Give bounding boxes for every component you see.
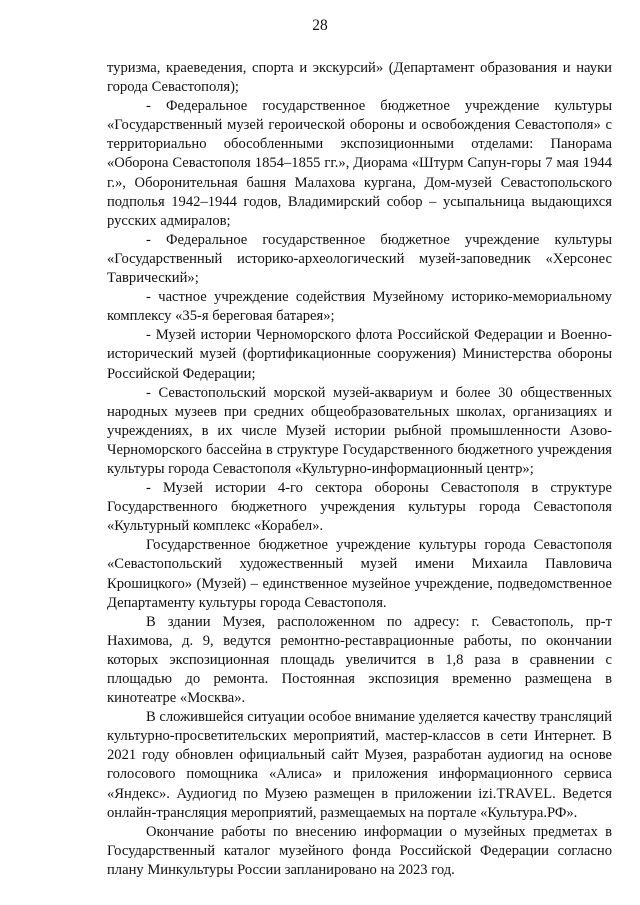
paragraph: - Федеральное государственное бюджетное учреждение культуры «Государственный музей героической обороны и освобождения Севастополя» с территориально обособленными экспозиционными отделами: Панорама «Оборона Севастополя 1854–1855 гг.», Диорама «Штурм Сапун-горы 7 мая 1944 г.», Оборонительная башня Малахова кургана, Дом-музей Севастопольского подполья 1942–1944 годов, Владимирский собор – усыпальница выдающихся русских адмиралов; [107, 98, 612, 229]
page-number: 28 [312, 17, 328, 34]
paragraph: Окончание работы по внесению информации о музейных предметах в Государственный каталог музейного фонда Российской Федерации согласно плану Минкультуры России запланировано на 2023 год. [107, 823, 612, 878]
paragraph: - Федеральное государственное бюджетное учреждение культуры «Государственный историко-археологический музей-заповедник «Херсонес Таврический»; [107, 231, 612, 287]
paragraph: - Музей истории 4-го сектора обороны Севастополя в структуре Государственного бюджетного учреждения культуры города Севастополя «Культурный комплекс «Корабел». [107, 480, 612, 535]
paragraph: Государственное бюджетное учреждение культуры города Севастополя «Севастопольский художественный музей имени Михаила Павловича Крошицкого» (Музей) – единственное музейное учреждение, подведомственное Департаменту культуры города Севастополя. [107, 537, 612, 611]
paragraph: - частное учреждение содействия Музейному историко-мемориальному комплексу «35-я береговая батарея»; [107, 289, 612, 325]
paragraph: В сложившейся ситуации особое внимание уделяется качеству трансляций культурно-просветительских мероприятий, мастер-классов в сети Интернет. В 2021 году обновлен официальный сайт Музея, разработан аудиогид на основе голосового помощника «Алиса» и приложения информационного сервиса «Яндекс». Аудиогид по Музею размещен в приложении izi.TRAVEL. Ведется онлайн-трансляция мероприятий, размещаемых на портале «Культура.РФ». [107, 709, 613, 821]
paragraph: - Музей истории Черноморского флота Российской Федерации и Военно-исторический музей (фортификационные сооружения) Министерства обороны Российской Федерации; [107, 327, 612, 382]
paragraph: - Севастопольский морской музей-аквариум и более 30 общественных народных музеев при средних общеобразовательных школах, организациях и учреждениях, в их числе Музей истории рыбной промышленности Азово-Черноморского бассейна в структуре Государственного бюджетного учреждения культуры города Севастополя «Культурно-информационный центр»; [107, 384, 612, 477]
paragraph: В здании Музея, расположенном по адресу: г. Севастополь, пр-т Нахимова, д. 9, ведутся ремонтно-реставрационные работы, по окончании которых экспозиционная площадь увеличится в 1,8 раза в сравнении с площадью до ремонта. Постоянная экспозиция временно размещена в кинотеатре «Москва». [107, 613, 612, 707]
document-body [107, 59, 612, 880]
paragraph: туризма, краеведения, спорта и экскурсий» (Департамент образования и науки города Севастополя); [107, 60, 612, 96]
